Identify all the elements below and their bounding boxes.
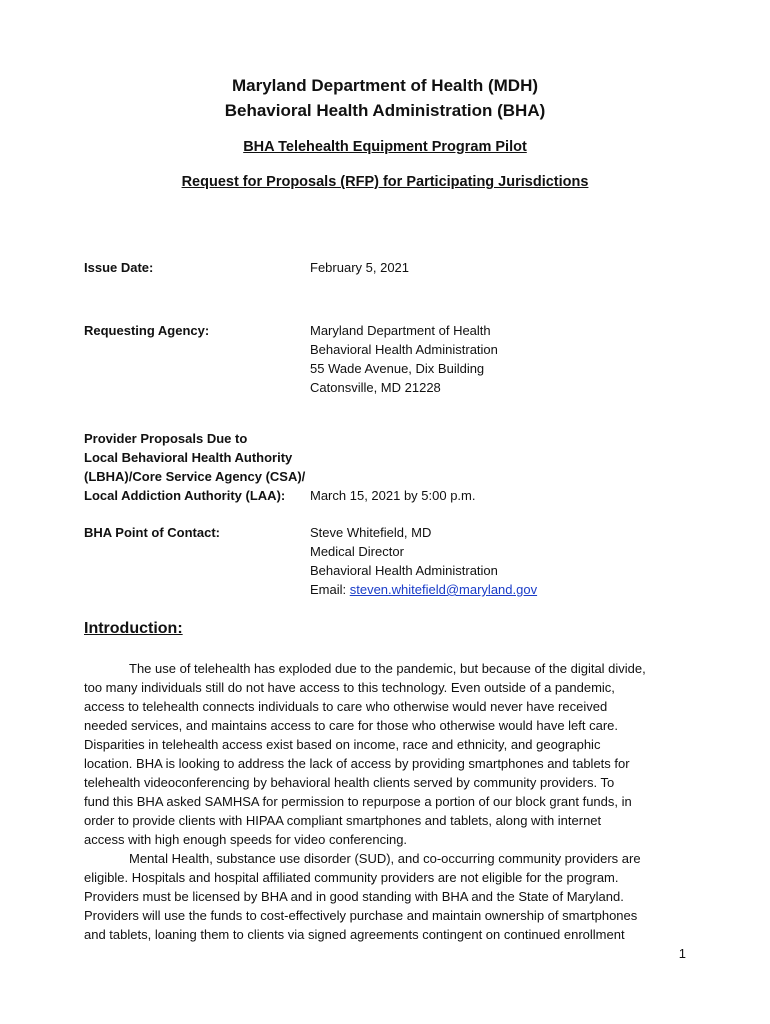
contact-line: Steve Whitefield, MD [310, 525, 432, 540]
point-of-contact-value [310, 523, 537, 599]
intro-line: and tablets, loaning them to clients via signed agreements contingent on continued enrollment [84, 927, 625, 942]
intro-line: Disparities in telehealth access exist based on income, race and ethnicity, and geographic [84, 737, 601, 752]
issue-date-value: February 5, 2021 [310, 260, 410, 275]
intro-line: fund this BHA asked SAMHSA for permission to repurpose a portion of our block grant funds, in [84, 794, 632, 809]
proposals-due-label [84, 429, 305, 505]
doc-title-line1: Maryland Department of Health (MDH) [231, 76, 539, 95]
due-label-line: (LBHA)/Core Service Agency (CSA)/ [84, 469, 306, 484]
proposals-due-value: March 15, 2021 by 5:00 p.m. [310, 488, 476, 503]
intro-line: order to provide clients with HIPAA compliant smartphones and tablets, along with internet [84, 813, 602, 828]
email-link[interactable]: steven.whitefield@maryland.gov [349, 582, 538, 597]
intro-line: Providers must be licensed by BHA and in good standing with BHA and the State of Maryland. [84, 889, 624, 904]
intro-line: telehealth videoconferencing by behavioral health clients served by community providers. To [84, 775, 615, 790]
doc-title-line2: Behavioral Health Administration (BHA) [224, 101, 546, 120]
intro-line: too many individuals still do not have access to this technology. Even outside of a pandemic, [84, 680, 615, 695]
issue-date-label: Issue Date: [84, 260, 154, 275]
intro-line: needed services, and maintains access to care for those who otherwise would have left care. [84, 718, 619, 733]
email-prefix: Email: [310, 582, 350, 597]
agency-line: 55 Wade Avenue, Dix Building [310, 361, 485, 376]
intro-line: Mental Health, substance use disorder (SUD), and co-occurring community providers are [129, 851, 641, 866]
due-label-line: Provider Proposals Due to [84, 431, 248, 446]
introduction-body [84, 659, 684, 944]
rfp-title: Request for Proposals (RFP) for Participating Jurisdictions [181, 174, 589, 190]
contact-line: Behavioral Health Administration [310, 563, 498, 578]
page-number: 1 [678, 946, 686, 961]
requesting-agency-label: Requesting Agency: [84, 323, 210, 338]
due-label-line: Local Behavioral Health Authority [84, 450, 293, 465]
intro-line: access with high enough speeds for video conferencing. [84, 832, 408, 847]
introduction-heading: Introduction: [84, 620, 183, 637]
intro-line: The use of telehealth has exploded due to the pandemic, but because of the digital divide, [129, 661, 646, 676]
due-label-line: Local Addiction Authority (LAA): [84, 488, 286, 503]
agency-line: Catonsville, MD 21228 [310, 380, 441, 395]
contact-line: Medical Director [310, 544, 404, 559]
program-title: BHA Telehealth Equipment Program Pilot [243, 139, 527, 155]
agency-line: Maryland Department of Health [310, 323, 491, 338]
intro-line: Providers will use the funds to cost-effectively purchase and maintain ownership of smartphones [84, 908, 638, 923]
intro-line: eligible. Hospitals and hospital affiliated community providers are not eligible for the program. [84, 870, 619, 885]
requesting-agency-value [310, 321, 498, 397]
agency-line: Behavioral Health Administration [310, 342, 498, 357]
intro-line: location. BHA is looking to address the lack of access by providing smartphones and tablets for [84, 756, 630, 771]
contact-email-line [310, 580, 537, 599]
point-of-contact-label: BHA Point of Contact: [84, 525, 220, 540]
intro-line: access to telehealth connects individuals to care who otherwise would never have received [84, 699, 608, 714]
